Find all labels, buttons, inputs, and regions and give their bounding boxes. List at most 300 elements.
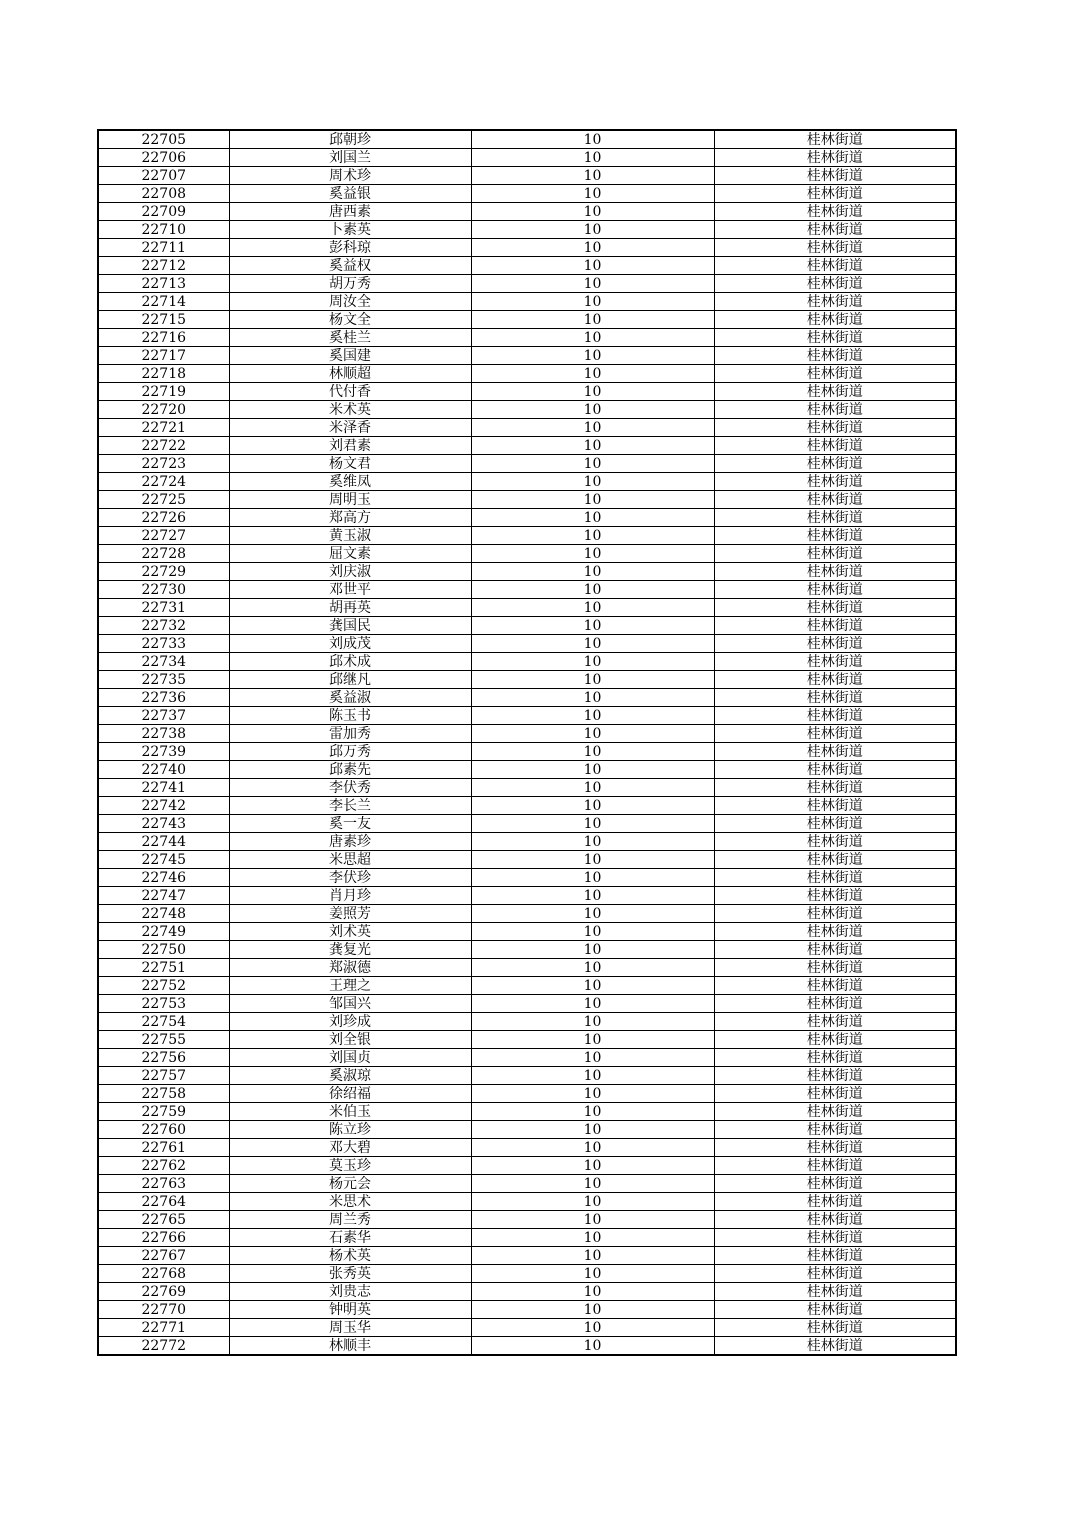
cell-location: 桂林街道 xyxy=(714,761,956,779)
table-row xyxy=(98,1301,956,1319)
cell-number: 22735 xyxy=(98,671,229,689)
cell-location: 桂林街道 xyxy=(714,941,956,959)
cell-number: 22751 xyxy=(98,959,229,977)
cell-number: 22743 xyxy=(98,815,229,833)
cell-name: 石素华 xyxy=(229,1229,471,1247)
cell-number: 22770 xyxy=(98,1301,229,1319)
cell-number: 22714 xyxy=(98,293,229,311)
cell-location: 桂林街道 xyxy=(714,383,956,401)
cell-number: 22729 xyxy=(98,563,229,581)
cell-amount: 10 xyxy=(471,203,714,221)
cell-location: 桂林街道 xyxy=(714,923,956,941)
cell-number: 22737 xyxy=(98,707,229,725)
table-row xyxy=(98,1031,956,1049)
cell-number: 22736 xyxy=(98,689,229,707)
cell-number: 22764 xyxy=(98,1193,229,1211)
table-row xyxy=(98,221,956,239)
cell-name: 郑高方 xyxy=(229,509,471,527)
cell-amount: 10 xyxy=(471,293,714,311)
table-row xyxy=(98,311,956,329)
cell-location: 桂林街道 xyxy=(714,221,956,239)
cell-location: 桂林街道 xyxy=(714,1211,956,1229)
cell-location: 桂林街道 xyxy=(714,725,956,743)
cell-location: 桂林街道 xyxy=(714,995,956,1013)
cell-name: 胡再英 xyxy=(229,599,471,617)
cell-name: 林顺超 xyxy=(229,365,471,383)
table-row xyxy=(98,1229,956,1247)
table-row xyxy=(98,545,956,563)
table-row xyxy=(98,1175,956,1193)
cell-number: 22725 xyxy=(98,491,229,509)
cell-number: 22707 xyxy=(98,167,229,185)
table-row xyxy=(98,707,956,725)
cell-amount: 10 xyxy=(471,149,714,167)
cell-location: 桂林街道 xyxy=(714,491,956,509)
cell-number: 22722 xyxy=(98,437,229,455)
cell-name: 卜素英 xyxy=(229,221,471,239)
cell-location: 桂林街道 xyxy=(714,1121,956,1139)
table-row xyxy=(98,1157,956,1175)
cell-name: 邓世平 xyxy=(229,581,471,599)
table-row xyxy=(98,1121,956,1139)
cell-amount: 10 xyxy=(471,1139,714,1157)
cell-number: 22727 xyxy=(98,527,229,545)
cell-amount: 10 xyxy=(471,1247,714,1265)
cell-amount: 10 xyxy=(471,1103,714,1121)
cell-amount: 10 xyxy=(471,599,714,617)
cell-name: 邱朝珍 xyxy=(229,130,471,149)
cell-number: 22708 xyxy=(98,185,229,203)
table-row xyxy=(98,941,956,959)
cell-amount: 10 xyxy=(471,995,714,1013)
cell-amount: 10 xyxy=(471,185,714,203)
cell-name: 雷加秀 xyxy=(229,725,471,743)
cell-amount: 10 xyxy=(471,743,714,761)
table-row xyxy=(98,185,956,203)
cell-name: 米伯玉 xyxy=(229,1103,471,1121)
cell-name: 邹国兴 xyxy=(229,995,471,1013)
table-row xyxy=(98,923,956,941)
cell-name: 周兰秀 xyxy=(229,1211,471,1229)
table-row xyxy=(98,167,956,185)
cell-amount: 10 xyxy=(471,815,714,833)
cell-name: 邓大碧 xyxy=(229,1139,471,1157)
cell-location: 桂林街道 xyxy=(714,257,956,275)
cell-amount: 10 xyxy=(471,1157,714,1175)
cell-number: 22772 xyxy=(98,1337,229,1356)
table-row xyxy=(98,130,956,149)
cell-amount: 10 xyxy=(471,1337,714,1356)
cell-name: 李长兰 xyxy=(229,797,471,815)
cell-name: 刘全银 xyxy=(229,1031,471,1049)
table-row xyxy=(98,239,956,257)
table-row xyxy=(98,293,956,311)
cell-number: 22705 xyxy=(98,130,229,149)
table-row xyxy=(98,401,956,419)
cell-name: 刘庆淑 xyxy=(229,563,471,581)
table-row xyxy=(98,1211,956,1229)
cell-number: 22747 xyxy=(98,887,229,905)
cell-name: 杨文全 xyxy=(229,311,471,329)
table-row xyxy=(98,257,956,275)
cell-location: 桂林街道 xyxy=(714,779,956,797)
cell-number: 22771 xyxy=(98,1319,229,1337)
cell-amount: 10 xyxy=(471,1013,714,1031)
cell-name: 刘国兰 xyxy=(229,149,471,167)
cell-number: 22753 xyxy=(98,995,229,1013)
table-body xyxy=(98,130,956,1355)
table-row xyxy=(98,599,956,617)
table-row xyxy=(98,491,956,509)
cell-number: 22732 xyxy=(98,617,229,635)
cell-number: 22711 xyxy=(98,239,229,257)
table-row xyxy=(98,455,956,473)
cell-number: 22740 xyxy=(98,761,229,779)
table-row xyxy=(98,671,956,689)
cell-name: 胡万秀 xyxy=(229,275,471,293)
cell-name: 刘成茂 xyxy=(229,635,471,653)
cell-location: 桂林街道 xyxy=(714,797,956,815)
cell-location: 桂林街道 xyxy=(714,887,956,905)
cell-location: 桂林街道 xyxy=(714,869,956,887)
cell-location: 桂林街道 xyxy=(714,473,956,491)
cell-name: 龚复光 xyxy=(229,941,471,959)
table-row xyxy=(98,1283,956,1301)
cell-amount: 10 xyxy=(471,221,714,239)
cell-number: 22749 xyxy=(98,923,229,941)
cell-location: 桂林街道 xyxy=(714,851,956,869)
cell-amount: 10 xyxy=(471,941,714,959)
table-row xyxy=(98,581,956,599)
cell-name: 奚益淑 xyxy=(229,689,471,707)
cell-name: 周玉华 xyxy=(229,1319,471,1337)
cell-number: 22746 xyxy=(98,869,229,887)
cell-number: 22750 xyxy=(98,941,229,959)
cell-name: 邱继凡 xyxy=(229,671,471,689)
table-row xyxy=(98,1265,956,1283)
cell-location: 桂林街道 xyxy=(714,509,956,527)
cell-name: 奚国建 xyxy=(229,347,471,365)
cell-location: 桂林街道 xyxy=(714,1067,956,1085)
cell-name: 陈立珍 xyxy=(229,1121,471,1139)
cell-number: 22723 xyxy=(98,455,229,473)
cell-amount: 10 xyxy=(471,977,714,995)
cell-amount: 10 xyxy=(471,1319,714,1337)
cell-amount: 10 xyxy=(471,959,714,977)
table-row xyxy=(98,1247,956,1265)
cell-location: 桂林街道 xyxy=(714,149,956,167)
cell-amount: 10 xyxy=(471,563,714,581)
cell-amount: 10 xyxy=(471,779,714,797)
cell-number: 22755 xyxy=(98,1031,229,1049)
cell-location: 桂林街道 xyxy=(714,671,956,689)
cell-number: 22742 xyxy=(98,797,229,815)
cell-number: 22706 xyxy=(98,149,229,167)
cell-number: 22741 xyxy=(98,779,229,797)
cell-amount: 10 xyxy=(471,401,714,419)
cell-amount: 10 xyxy=(471,1175,714,1193)
cell-amount: 10 xyxy=(471,1121,714,1139)
cell-location: 桂林街道 xyxy=(714,401,956,419)
cell-location: 桂林街道 xyxy=(714,581,956,599)
cell-name: 邱万秀 xyxy=(229,743,471,761)
cell-name: 邱术成 xyxy=(229,653,471,671)
cell-name: 黄玉淑 xyxy=(229,527,471,545)
cell-amount: 10 xyxy=(471,617,714,635)
cell-name: 王理之 xyxy=(229,977,471,995)
cell-amount: 10 xyxy=(471,473,714,491)
cell-location: 桂林街道 xyxy=(714,1139,956,1157)
cell-amount: 10 xyxy=(471,275,714,293)
table-row xyxy=(98,761,956,779)
cell-name: 周明玉 xyxy=(229,491,471,509)
cell-name: 姜照芳 xyxy=(229,905,471,923)
cell-number: 22733 xyxy=(98,635,229,653)
cell-location: 桂林街道 xyxy=(714,293,956,311)
cell-number: 22719 xyxy=(98,383,229,401)
cell-number: 22712 xyxy=(98,257,229,275)
cell-amount: 10 xyxy=(471,257,714,275)
table-row xyxy=(98,1139,956,1157)
cell-number: 22754 xyxy=(98,1013,229,1031)
table-row xyxy=(98,563,956,581)
cell-amount: 10 xyxy=(471,1031,714,1049)
cell-location: 桂林街道 xyxy=(714,1265,956,1283)
table-row xyxy=(98,815,956,833)
cell-amount: 10 xyxy=(471,1049,714,1067)
cell-location: 桂林街道 xyxy=(714,1247,956,1265)
table-row xyxy=(98,419,956,437)
cell-number: 22709 xyxy=(98,203,229,221)
cell-number: 22756 xyxy=(98,1049,229,1067)
cell-location: 桂林街道 xyxy=(714,653,956,671)
cell-location: 桂林街道 xyxy=(714,239,956,257)
cell-amount: 10 xyxy=(471,1067,714,1085)
table-row xyxy=(98,365,956,383)
cell-name: 周汝全 xyxy=(229,293,471,311)
data-table xyxy=(97,129,957,1356)
table-row xyxy=(98,635,956,653)
table-row xyxy=(98,203,956,221)
cell-amount: 10 xyxy=(471,491,714,509)
cell-amount: 10 xyxy=(471,851,714,869)
table-row xyxy=(98,833,956,851)
cell-location: 桂林街道 xyxy=(714,1085,956,1103)
cell-number: 22715 xyxy=(98,311,229,329)
cell-number: 22762 xyxy=(98,1157,229,1175)
cell-amount: 10 xyxy=(471,761,714,779)
cell-name: 杨元会 xyxy=(229,1175,471,1193)
cell-amount: 10 xyxy=(471,905,714,923)
cell-amount: 10 xyxy=(471,635,714,653)
cell-amount: 10 xyxy=(471,1265,714,1283)
cell-name: 奚淑琼 xyxy=(229,1067,471,1085)
cell-amount: 10 xyxy=(471,887,714,905)
cell-location: 桂林街道 xyxy=(714,707,956,725)
cell-location: 桂林街道 xyxy=(714,599,956,617)
cell-location: 桂林街道 xyxy=(714,1229,956,1247)
cell-name: 奚一友 xyxy=(229,815,471,833)
cell-name: 奚维凤 xyxy=(229,473,471,491)
cell-name: 陈玉书 xyxy=(229,707,471,725)
table-row xyxy=(98,1049,956,1067)
cell-name: 徐绍福 xyxy=(229,1085,471,1103)
cell-location: 桂林街道 xyxy=(714,743,956,761)
table-row xyxy=(98,725,956,743)
cell-number: 22769 xyxy=(98,1283,229,1301)
cell-location: 桂林街道 xyxy=(714,275,956,293)
cell-number: 22768 xyxy=(98,1265,229,1283)
cell-amount: 10 xyxy=(471,383,714,401)
cell-location: 桂林街道 xyxy=(714,1301,956,1319)
cell-amount: 10 xyxy=(471,365,714,383)
cell-name: 周术珍 xyxy=(229,167,471,185)
cell-number: 22717 xyxy=(98,347,229,365)
cell-amount: 10 xyxy=(471,1085,714,1103)
cell-name: 郑淑德 xyxy=(229,959,471,977)
cell-location: 桂林街道 xyxy=(714,1013,956,1031)
cell-location: 桂林街道 xyxy=(714,1157,956,1175)
table-row xyxy=(98,1193,956,1211)
cell-amount: 10 xyxy=(471,545,714,563)
table-row xyxy=(98,1319,956,1337)
cell-amount: 10 xyxy=(471,1301,714,1319)
cell-amount: 10 xyxy=(471,581,714,599)
table-row xyxy=(98,887,956,905)
table-row xyxy=(98,1085,956,1103)
cell-amount: 10 xyxy=(471,671,714,689)
cell-amount: 10 xyxy=(471,1193,714,1211)
cell-name: 邱素先 xyxy=(229,761,471,779)
cell-amount: 10 xyxy=(471,923,714,941)
cell-number: 22731 xyxy=(98,599,229,617)
cell-location: 桂林街道 xyxy=(714,635,956,653)
table-row xyxy=(98,347,956,365)
cell-location: 桂林街道 xyxy=(714,563,956,581)
table-row xyxy=(98,959,956,977)
cell-amount: 10 xyxy=(471,1283,714,1301)
cell-name: 屈文素 xyxy=(229,545,471,563)
cell-name: 奚益银 xyxy=(229,185,471,203)
cell-name: 张秀英 xyxy=(229,1265,471,1283)
cell-number: 22767 xyxy=(98,1247,229,1265)
cell-name: 刘君素 xyxy=(229,437,471,455)
cell-number: 22726 xyxy=(98,509,229,527)
cell-number: 22744 xyxy=(98,833,229,851)
cell-amount: 10 xyxy=(471,689,714,707)
cell-location: 桂林街道 xyxy=(714,833,956,851)
cell-amount: 10 xyxy=(471,509,714,527)
table-row xyxy=(98,275,956,293)
cell-number: 22713 xyxy=(98,275,229,293)
cell-location: 桂林街道 xyxy=(714,185,956,203)
cell-number: 22760 xyxy=(98,1121,229,1139)
cell-location: 桂林街道 xyxy=(714,545,956,563)
cell-location: 桂林街道 xyxy=(714,130,956,149)
cell-number: 22757 xyxy=(98,1067,229,1085)
cell-name: 唐西素 xyxy=(229,203,471,221)
table-row xyxy=(98,689,956,707)
cell-number: 22761 xyxy=(98,1139,229,1157)
cell-number: 22759 xyxy=(98,1103,229,1121)
cell-location: 桂林街道 xyxy=(714,455,956,473)
cell-location: 桂林街道 xyxy=(714,1337,956,1356)
cell-amount: 10 xyxy=(471,653,714,671)
cell-location: 桂林街道 xyxy=(714,1103,956,1121)
cell-number: 22720 xyxy=(98,401,229,419)
cell-name: 杨术英 xyxy=(229,1247,471,1265)
cell-amount: 10 xyxy=(471,130,714,149)
cell-amount: 10 xyxy=(471,797,714,815)
cell-amount: 10 xyxy=(471,419,714,437)
table-row xyxy=(98,977,956,995)
cell-name: 杨文君 xyxy=(229,455,471,473)
cell-number: 22710 xyxy=(98,221,229,239)
cell-name: 米思术 xyxy=(229,1193,471,1211)
table-row xyxy=(98,617,956,635)
cell-number: 22724 xyxy=(98,473,229,491)
cell-name: 刘术英 xyxy=(229,923,471,941)
cell-location: 桂林街道 xyxy=(714,1049,956,1067)
cell-location: 桂林街道 xyxy=(714,977,956,995)
cell-number: 22738 xyxy=(98,725,229,743)
cell-name: 米思超 xyxy=(229,851,471,869)
cell-location: 桂林街道 xyxy=(714,437,956,455)
cell-number: 22748 xyxy=(98,905,229,923)
cell-location: 桂林街道 xyxy=(714,203,956,221)
cell-location: 桂林街道 xyxy=(714,1031,956,1049)
cell-number: 22766 xyxy=(98,1229,229,1247)
cell-location: 桂林街道 xyxy=(714,959,956,977)
cell-amount: 10 xyxy=(471,725,714,743)
table-row xyxy=(98,437,956,455)
cell-location: 桂林街道 xyxy=(714,1319,956,1337)
cell-amount: 10 xyxy=(471,1229,714,1247)
cell-number: 22730 xyxy=(98,581,229,599)
cell-location: 桂林街道 xyxy=(714,311,956,329)
cell-name: 唐素珍 xyxy=(229,833,471,851)
cell-location: 桂林街道 xyxy=(714,365,956,383)
cell-number: 22758 xyxy=(98,1085,229,1103)
table-row xyxy=(98,869,956,887)
table-row xyxy=(98,329,956,347)
cell-name: 林顺丰 xyxy=(229,1337,471,1356)
cell-location: 桂林街道 xyxy=(714,419,956,437)
table-row xyxy=(98,149,956,167)
cell-location: 桂林街道 xyxy=(714,329,956,347)
cell-location: 桂林街道 xyxy=(714,905,956,923)
cell-name: 刘国贞 xyxy=(229,1049,471,1067)
cell-name: 钟明英 xyxy=(229,1301,471,1319)
cell-number: 22739 xyxy=(98,743,229,761)
cell-name: 肖月珍 xyxy=(229,887,471,905)
table-row xyxy=(98,1013,956,1031)
table-row xyxy=(98,1337,956,1356)
cell-name: 刘珍成 xyxy=(229,1013,471,1031)
table-row xyxy=(98,995,956,1013)
cell-amount: 10 xyxy=(471,239,714,257)
cell-amount: 10 xyxy=(471,347,714,365)
cell-name: 奚桂兰 xyxy=(229,329,471,347)
table-row xyxy=(98,905,956,923)
cell-location: 桂林街道 xyxy=(714,1193,956,1211)
table-row xyxy=(98,1067,956,1085)
cell-amount: 10 xyxy=(471,707,714,725)
cell-location: 桂林街道 xyxy=(714,347,956,365)
cell-amount: 10 xyxy=(471,329,714,347)
table-row xyxy=(98,779,956,797)
cell-location: 桂林街道 xyxy=(714,815,956,833)
